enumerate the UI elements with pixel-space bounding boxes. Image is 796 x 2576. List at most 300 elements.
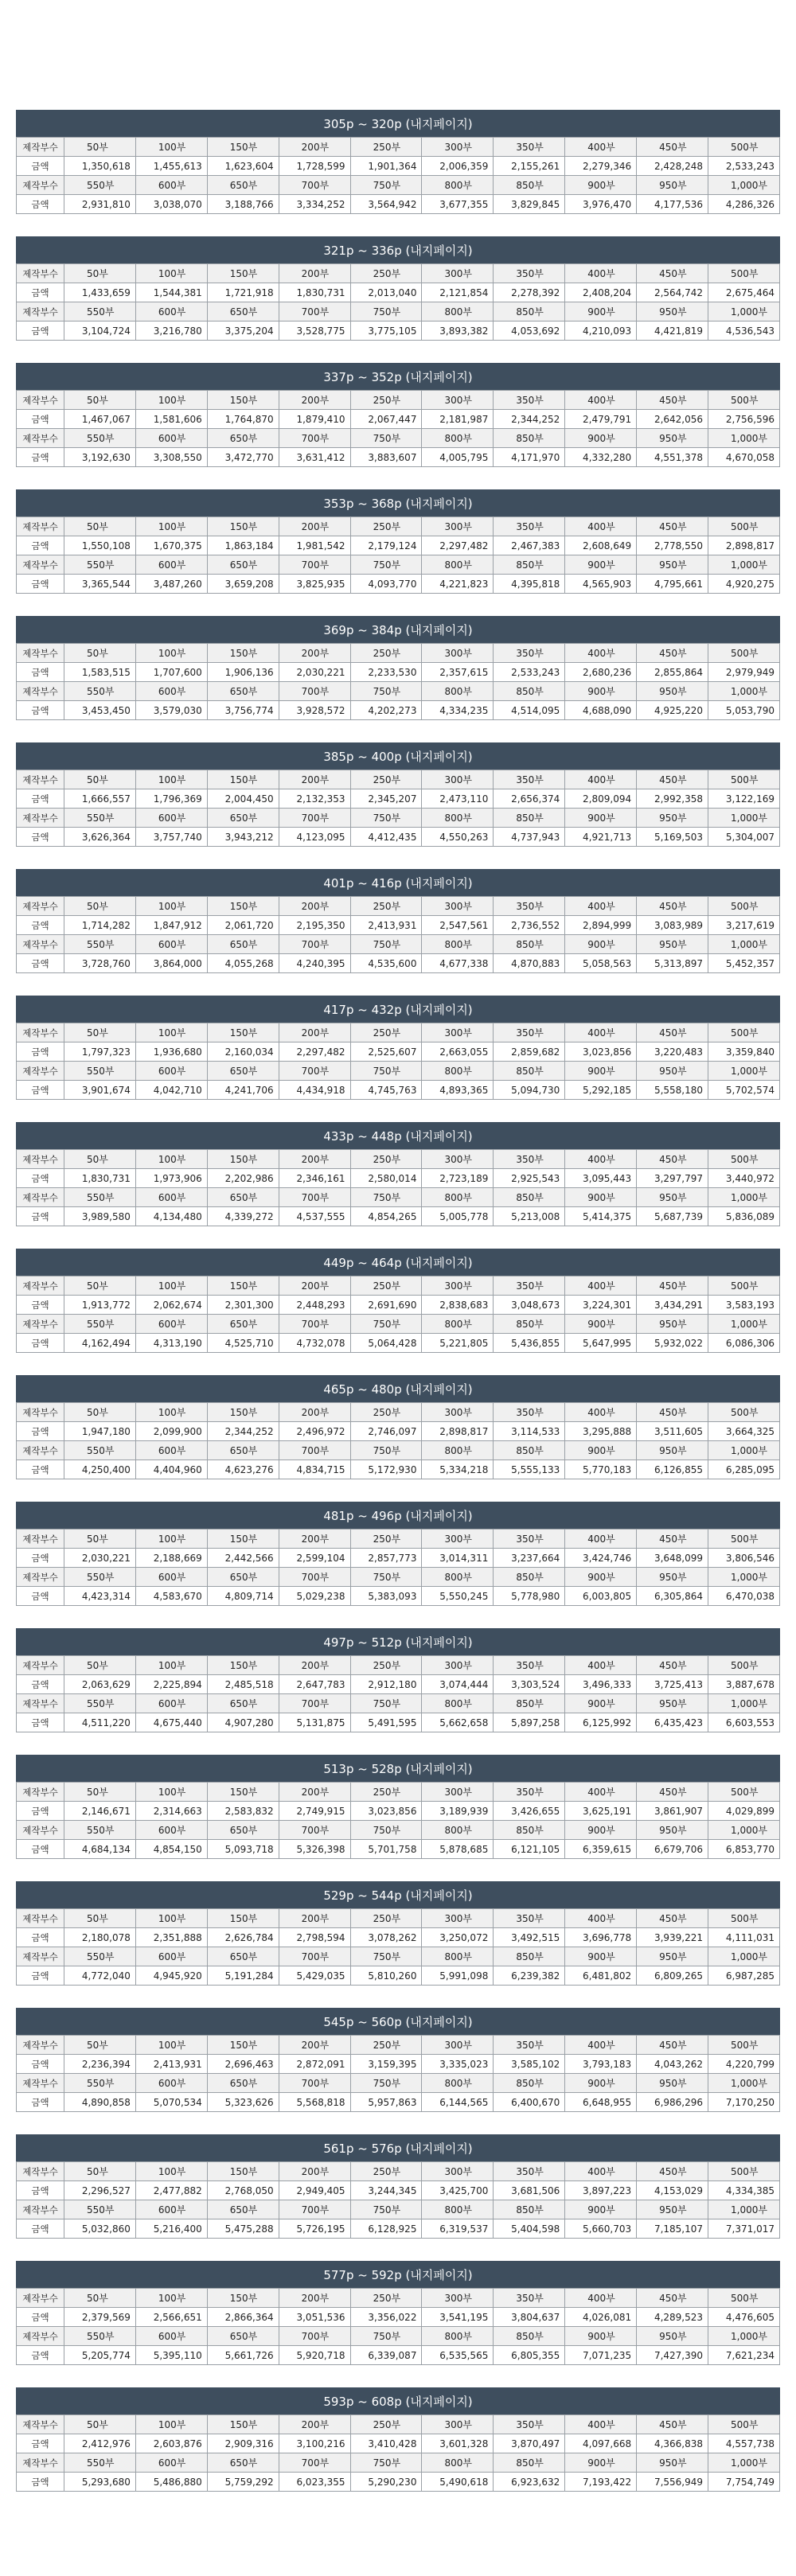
amount-cell: 2,898,817 bbox=[422, 1422, 494, 1441]
qty-row bbox=[17, 2200, 780, 2219]
qty-cell: 250부 bbox=[350, 770, 422, 789]
amount-cell: 2,278,392 bbox=[494, 283, 565, 302]
qty-cell: 50부 bbox=[64, 1150, 136, 1169]
qty-cell: 100부 bbox=[135, 2162, 207, 2181]
qty-cell: 1,000부 bbox=[708, 555, 780, 575]
qty-cell: 300부 bbox=[422, 2289, 494, 2308]
amount-cell: 4,476,605 bbox=[708, 2308, 780, 2327]
qty-label: 제작부수 bbox=[17, 1821, 64, 1840]
qty-cell: 50부 bbox=[64, 517, 136, 536]
qty-cell: 550부 bbox=[64, 1315, 136, 1334]
amount-cell: 2,181,987 bbox=[422, 410, 494, 429]
qty-cell: 100부 bbox=[135, 1276, 207, 1296]
qty-cell: 950부 bbox=[637, 1315, 708, 1334]
amount-cell: 6,648,955 bbox=[565, 2093, 637, 2112]
qty-row bbox=[17, 2415, 780, 2434]
amount-row bbox=[17, 1081, 780, 1100]
amount-cell: 3,583,193 bbox=[708, 1296, 780, 1315]
qty-cell: 350부 bbox=[494, 1150, 565, 1169]
amount-cell: 5,404,598 bbox=[494, 2219, 565, 2239]
qty-cell: 950부 bbox=[637, 555, 708, 575]
amount-cell: 5,094,730 bbox=[494, 1081, 565, 1100]
qty-cell: 400부 bbox=[565, 1656, 637, 1675]
qty-cell: 350부 bbox=[494, 138, 565, 157]
amount-label: 금액 bbox=[17, 954, 64, 973]
amount-row bbox=[17, 954, 780, 973]
qty-cell: 100부 bbox=[135, 391, 207, 410]
amount-row bbox=[17, 283, 780, 302]
qty-label: 제작부수 bbox=[17, 2074, 64, 2093]
amount-cell: 2,642,056 bbox=[637, 410, 708, 429]
amount-row bbox=[17, 157, 780, 176]
qty-cell: 600부 bbox=[135, 176, 207, 195]
qty-label: 제작부수 bbox=[17, 2036, 64, 2055]
amount-cell: 5,213,008 bbox=[494, 1207, 565, 1226]
qty-cell: 750부 bbox=[350, 429, 422, 448]
amount-cell: 3,308,550 bbox=[135, 448, 207, 467]
qty-label: 제작부수 bbox=[17, 2415, 64, 2434]
amount-cell: 3,631,412 bbox=[279, 448, 350, 467]
amount-cell: 2,949,405 bbox=[279, 2181, 350, 2200]
amount-cell: 6,023,355 bbox=[279, 2473, 350, 2492]
qty-cell: 1,000부 bbox=[708, 1694, 780, 1713]
price-section bbox=[16, 869, 780, 992]
amount-cell: 2,857,773 bbox=[350, 1549, 422, 1568]
amount-cell: 3,528,775 bbox=[279, 322, 350, 341]
qty-cell: 1,000부 bbox=[708, 1188, 780, 1207]
amount-cell: 4,772,040 bbox=[64, 1966, 136, 1986]
qty-cell: 400부 bbox=[565, 2036, 637, 2055]
amount-cell: 3,335,023 bbox=[422, 2055, 494, 2074]
qty-label: 제작부수 bbox=[17, 302, 64, 322]
amount-row bbox=[17, 1928, 780, 1947]
qty-cell: 850부 bbox=[494, 935, 565, 954]
amount-row bbox=[17, 2434, 780, 2453]
qty-cell: 900부 bbox=[565, 2453, 637, 2473]
qty-cell: 950부 bbox=[637, 1062, 708, 1081]
amount-cell: 6,809,265 bbox=[637, 1966, 708, 1986]
amount-cell: 6,239,382 bbox=[494, 1966, 565, 1986]
section-title: 305p ~ 320p (내지페이지) bbox=[16, 110, 780, 137]
amount-cell: 1,583,515 bbox=[64, 663, 136, 682]
qty-cell: 700부 bbox=[279, 2327, 350, 2346]
qty-cell: 400부 bbox=[565, 2162, 637, 2181]
amount-cell: 4,210,093 bbox=[565, 322, 637, 341]
amount-cell: 5,701,758 bbox=[350, 1840, 422, 1859]
amount-cell: 2,202,986 bbox=[207, 1169, 279, 1188]
qty-row bbox=[17, 2162, 780, 2181]
amount-cell: 5,897,258 bbox=[494, 1713, 565, 1732]
qty-row bbox=[17, 1403, 780, 1422]
amount-row bbox=[17, 1207, 780, 1226]
qty-label: 제작부수 bbox=[17, 1150, 64, 1169]
amount-cell: 3,725,413 bbox=[637, 1675, 708, 1694]
qty-cell: 150부 bbox=[207, 2415, 279, 2434]
amount-cell: 1,901,364 bbox=[350, 157, 422, 176]
price-section bbox=[16, 2008, 780, 2130]
qty-cell: 350부 bbox=[494, 1276, 565, 1296]
qty-label: 제작부수 bbox=[17, 682, 64, 701]
qty-cell: 750부 bbox=[350, 555, 422, 575]
qty-cell: 650부 bbox=[207, 682, 279, 701]
amount-cell: 1,947,180 bbox=[64, 1422, 136, 1441]
amount-cell: 3,901,674 bbox=[64, 1081, 136, 1100]
qty-cell: 900부 bbox=[565, 2074, 637, 2093]
qty-cell: 350부 bbox=[494, 2415, 565, 2434]
price-table bbox=[16, 770, 780, 847]
qty-cell: 750부 bbox=[350, 1947, 422, 1966]
qty-cell: 50부 bbox=[64, 1403, 136, 1422]
amount-cell: 2,496,972 bbox=[279, 1422, 350, 1441]
qty-cell: 350부 bbox=[494, 1783, 565, 1802]
qty-cell: 1,000부 bbox=[708, 1821, 780, 1840]
qty-cell: 450부 bbox=[637, 1023, 708, 1042]
price-section bbox=[16, 1249, 780, 1371]
amount-cell: 2,608,649 bbox=[565, 536, 637, 555]
amount-cell: 3,793,183 bbox=[565, 2055, 637, 2074]
qty-cell: 750부 bbox=[350, 2453, 422, 2473]
amount-cell: 5,436,855 bbox=[494, 1334, 565, 1353]
amount-cell: 6,319,537 bbox=[422, 2219, 494, 2239]
amount-cell: 7,170,250 bbox=[708, 2093, 780, 2112]
qty-cell: 800부 bbox=[422, 1821, 494, 1840]
amount-cell: 3,188,766 bbox=[207, 195, 279, 214]
amount-cell: 3,696,778 bbox=[565, 1928, 637, 1947]
price-table bbox=[16, 1023, 780, 1100]
qty-cell: 600부 bbox=[135, 1441, 207, 1460]
qty-cell: 300부 bbox=[422, 391, 494, 410]
qty-cell: 850부 bbox=[494, 682, 565, 701]
qty-cell: 1,000부 bbox=[708, 1568, 780, 1587]
qty-cell: 50부 bbox=[64, 2162, 136, 2181]
qty-cell: 600부 bbox=[135, 809, 207, 828]
qty-row bbox=[17, 302, 780, 322]
qty-cell: 950부 bbox=[637, 2074, 708, 2093]
qty-cell: 550부 bbox=[64, 555, 136, 575]
qty-cell: 600부 bbox=[135, 302, 207, 322]
price-section bbox=[16, 363, 780, 485]
amount-cell: 2,344,252 bbox=[494, 410, 565, 429]
amount-cell: 3,426,655 bbox=[494, 1802, 565, 1821]
amount-cell: 4,043,262 bbox=[637, 2055, 708, 2074]
qty-row bbox=[17, 897, 780, 916]
amount-cell: 4,097,668 bbox=[565, 2434, 637, 2453]
qty-row bbox=[17, 2289, 780, 2308]
amount-label: 금액 bbox=[17, 1334, 64, 1353]
amount-cell: 3,104,724 bbox=[64, 322, 136, 341]
amount-cell: 3,492,515 bbox=[494, 1928, 565, 1947]
amount-cell: 5,326,398 bbox=[279, 1840, 350, 1859]
qty-cell: 800부 bbox=[422, 809, 494, 828]
amount-cell: 2,344,252 bbox=[207, 1422, 279, 1441]
qty-label: 제작부수 bbox=[17, 644, 64, 663]
qty-cell: 650부 bbox=[207, 935, 279, 954]
qty-row bbox=[17, 1062, 780, 1081]
amount-cell: 3,051,536 bbox=[279, 2308, 350, 2327]
qty-cell: 850부 bbox=[494, 1947, 565, 1966]
qty-label: 제작부수 bbox=[17, 770, 64, 789]
qty-cell: 650부 bbox=[207, 1947, 279, 1966]
amount-cell: 2,195,350 bbox=[279, 916, 350, 935]
amount-cell: 3,250,072 bbox=[422, 1928, 494, 1947]
qty-label: 제작부수 bbox=[17, 517, 64, 536]
qty-row bbox=[17, 1315, 780, 1334]
amount-cell: 2,188,669 bbox=[135, 1549, 207, 1568]
qty-cell: 400부 bbox=[565, 770, 637, 789]
qty-cell: 850부 bbox=[494, 302, 565, 322]
qty-cell: 950부 bbox=[637, 302, 708, 322]
amount-cell: 4,688,090 bbox=[565, 701, 637, 720]
amount-cell: 4,925,220 bbox=[637, 701, 708, 720]
amount-cell: 4,670,058 bbox=[708, 448, 780, 467]
qty-cell: 650부 bbox=[207, 429, 279, 448]
amount-cell: 2,297,482 bbox=[279, 1042, 350, 1062]
qty-cell: 50부 bbox=[64, 1909, 136, 1928]
amount-cell: 4,221,823 bbox=[422, 575, 494, 594]
qty-cell: 700부 bbox=[279, 1188, 350, 1207]
amount-cell: 2,063,629 bbox=[64, 1675, 136, 1694]
qty-cell: 100부 bbox=[135, 1403, 207, 1422]
qty-cell: 250부 bbox=[350, 1403, 422, 1422]
amount-cell: 3,074,444 bbox=[422, 1675, 494, 1694]
amount-cell: 3,297,797 bbox=[637, 1169, 708, 1188]
section-title: 513p ~ 528p (내지페이지) bbox=[16, 1755, 780, 1782]
qty-cell: 450부 bbox=[637, 517, 708, 536]
amount-cell: 2,656,374 bbox=[494, 789, 565, 809]
qty-cell: 150부 bbox=[207, 517, 279, 536]
price-table bbox=[16, 1529, 780, 1606]
amount-cell: 2,898,817 bbox=[708, 536, 780, 555]
qty-cell: 1,000부 bbox=[708, 2200, 780, 2219]
qty-cell: 200부 bbox=[279, 1909, 350, 1928]
amount-cell: 3,861,907 bbox=[637, 1802, 708, 1821]
amount-cell: 2,533,243 bbox=[708, 157, 780, 176]
qty-cell: 550부 bbox=[64, 429, 136, 448]
qty-cell: 450부 bbox=[637, 1276, 708, 1296]
amount-cell: 3,756,774 bbox=[207, 701, 279, 720]
qty-cell: 150부 bbox=[207, 1909, 279, 1928]
amount-cell: 5,429,035 bbox=[279, 1966, 350, 1986]
amount-cell: 3,541,195 bbox=[422, 2308, 494, 2327]
qty-cell: 800부 bbox=[422, 176, 494, 195]
amount-cell: 4,809,714 bbox=[207, 1587, 279, 1606]
amount-cell: 4,202,273 bbox=[350, 701, 422, 720]
qty-cell: 550부 bbox=[64, 2200, 136, 2219]
qty-cell: 400부 bbox=[565, 2415, 637, 2434]
qty-cell: 1,000부 bbox=[708, 935, 780, 954]
amount-cell: 2,723,189 bbox=[422, 1169, 494, 1188]
qty-cell: 950부 bbox=[637, 1568, 708, 1587]
amount-cell: 2,925,543 bbox=[494, 1169, 565, 1188]
qty-cell: 200부 bbox=[279, 517, 350, 536]
qty-cell: 650부 bbox=[207, 176, 279, 195]
qty-cell: 500부 bbox=[708, 517, 780, 536]
qty-label: 제작부수 bbox=[17, 264, 64, 283]
qty-cell: 850부 bbox=[494, 1568, 565, 1587]
qty-cell: 200부 bbox=[279, 2162, 350, 2181]
qty-cell: 800부 bbox=[422, 302, 494, 322]
qty-row bbox=[17, 138, 780, 157]
price-section bbox=[16, 489, 780, 612]
section-title: 337p ~ 352p (내지페이지) bbox=[16, 363, 780, 390]
qty-cell: 400부 bbox=[565, 1403, 637, 1422]
amount-cell: 4,240,395 bbox=[279, 954, 350, 973]
qty-cell: 50부 bbox=[64, 1656, 136, 1675]
qty-label: 제작부수 bbox=[17, 1568, 64, 1587]
amount-cell: 3,897,223 bbox=[565, 2181, 637, 2200]
amount-cell: 7,185,107 bbox=[637, 2219, 708, 2239]
amount-row bbox=[17, 1675, 780, 1694]
qty-row bbox=[17, 1694, 780, 1713]
qty-cell: 250부 bbox=[350, 1150, 422, 1169]
amount-cell: 5,687,739 bbox=[637, 1207, 708, 1226]
qty-cell: 600부 bbox=[135, 2327, 207, 2346]
amount-cell: 2,030,221 bbox=[279, 663, 350, 682]
section-title: 497p ~ 512p (내지페이지) bbox=[16, 1628, 780, 1655]
amount-cell: 1,906,136 bbox=[207, 663, 279, 682]
qty-label: 제작부수 bbox=[17, 2200, 64, 2219]
amount-cell: 4,153,029 bbox=[637, 2181, 708, 2200]
qty-cell: 650부 bbox=[207, 555, 279, 575]
amount-cell: 2,279,346 bbox=[565, 157, 637, 176]
qty-row bbox=[17, 391, 780, 410]
amount-cell: 3,511,605 bbox=[637, 1422, 708, 1441]
qty-cell: 500부 bbox=[708, 1150, 780, 1169]
qty-cell: 650부 bbox=[207, 2327, 279, 2346]
amount-cell: 4,870,883 bbox=[494, 954, 565, 973]
qty-cell: 50부 bbox=[64, 1276, 136, 1296]
qty-cell: 750부 bbox=[350, 302, 422, 322]
amount-cell: 2,626,784 bbox=[207, 1928, 279, 1947]
amount-cell: 4,551,378 bbox=[637, 448, 708, 467]
amount-cell: 6,359,615 bbox=[565, 1840, 637, 1859]
section-title: 369p ~ 384p (내지페이지) bbox=[16, 616, 780, 643]
qty-cell: 50부 bbox=[64, 264, 136, 283]
qty-cell: 650부 bbox=[207, 2074, 279, 2093]
price-sections bbox=[16, 110, 780, 2514]
amount-cell: 3,496,333 bbox=[565, 1675, 637, 1694]
qty-cell: 400부 bbox=[565, 1909, 637, 1928]
amount-cell: 5,661,726 bbox=[207, 2346, 279, 2365]
amount-label: 금액 bbox=[17, 1296, 64, 1315]
amount-cell: 4,395,818 bbox=[494, 575, 565, 594]
amount-cell: 2,749,915 bbox=[279, 1802, 350, 1821]
qty-cell: 800부 bbox=[422, 1694, 494, 1713]
qty-cell: 550부 bbox=[64, 1568, 136, 1587]
amount-cell: 2,413,931 bbox=[135, 2055, 207, 2074]
qty-cell: 650부 bbox=[207, 1821, 279, 1840]
qty-cell: 250부 bbox=[350, 1023, 422, 1042]
amount-cell: 5,452,357 bbox=[708, 954, 780, 973]
amount-label: 금액 bbox=[17, 322, 64, 341]
amount-cell: 3,757,740 bbox=[135, 828, 207, 847]
qty-cell: 200부 bbox=[279, 1783, 350, 1802]
qty-cell: 600부 bbox=[135, 2200, 207, 2219]
qty-cell: 300부 bbox=[422, 1150, 494, 1169]
qty-cell: 500부 bbox=[708, 2415, 780, 2434]
qty-label: 제작부수 bbox=[17, 935, 64, 954]
amount-cell: 3,224,301 bbox=[565, 1296, 637, 1315]
qty-label: 제작부수 bbox=[17, 1062, 64, 1081]
amount-cell: 5,395,110 bbox=[135, 2346, 207, 2365]
qty-cell: 300부 bbox=[422, 1656, 494, 1675]
amount-cell: 5,957,863 bbox=[350, 2093, 422, 2112]
amount-cell: 4,557,738 bbox=[708, 2434, 780, 2453]
qty-cell: 450부 bbox=[637, 391, 708, 410]
amount-cell: 4,537,555 bbox=[279, 1207, 350, 1226]
amount-cell: 4,684,134 bbox=[64, 1840, 136, 1859]
qty-cell: 400부 bbox=[565, 1783, 637, 1802]
section-title: 385p ~ 400p (내지페이지) bbox=[16, 742, 780, 770]
qty-cell: 100부 bbox=[135, 770, 207, 789]
amount-cell: 2,696,463 bbox=[207, 2055, 279, 2074]
qty-cell: 500부 bbox=[708, 2289, 780, 2308]
qty-cell: 850부 bbox=[494, 2327, 565, 2346]
qty-label: 제작부수 bbox=[17, 2453, 64, 2473]
amount-label: 금액 bbox=[17, 536, 64, 555]
amount-cell: 2,357,615 bbox=[422, 663, 494, 682]
amount-cell: 2,647,783 bbox=[279, 1675, 350, 1694]
amount-cell: 2,992,358 bbox=[637, 789, 708, 809]
amount-cell: 2,428,248 bbox=[637, 157, 708, 176]
qty-cell: 400부 bbox=[565, 138, 637, 157]
amount-cell: 5,568,818 bbox=[279, 2093, 350, 2112]
qty-cell: 550부 bbox=[64, 1188, 136, 1207]
qty-cell: 750부 bbox=[350, 682, 422, 701]
price-section bbox=[16, 110, 780, 232]
qty-label: 제작부수 bbox=[17, 2162, 64, 2181]
qty-cell: 350부 bbox=[494, 1656, 565, 1675]
qty-cell: 450부 bbox=[637, 770, 708, 789]
amount-cell: 7,071,235 bbox=[565, 2346, 637, 2365]
qty-cell: 250부 bbox=[350, 391, 422, 410]
amount-cell: 4,055,268 bbox=[207, 954, 279, 973]
amount-row bbox=[17, 2473, 780, 2492]
amount-cell: 3,659,208 bbox=[207, 575, 279, 594]
section-title: 545p ~ 560p (내지페이지) bbox=[16, 2008, 780, 2035]
amount-cell: 5,550,245 bbox=[422, 1587, 494, 1606]
amount-cell: 4,286,326 bbox=[708, 195, 780, 214]
amount-cell: 3,359,840 bbox=[708, 1042, 780, 1062]
price-table bbox=[16, 1908, 780, 1986]
amount-cell: 5,475,288 bbox=[207, 2219, 279, 2239]
qty-cell: 400부 bbox=[565, 517, 637, 536]
qty-row bbox=[17, 2074, 780, 2093]
qty-cell: 500부 bbox=[708, 138, 780, 157]
amount-cell: 4,111,031 bbox=[708, 1928, 780, 1947]
qty-cell: 300부 bbox=[422, 138, 494, 157]
qty-cell: 300부 bbox=[422, 264, 494, 283]
qty-cell: 400부 bbox=[565, 1276, 637, 1296]
amount-cell: 3,189,939 bbox=[422, 1802, 494, 1821]
amount-row bbox=[17, 410, 780, 429]
amount-cell: 7,754,749 bbox=[708, 2473, 780, 2492]
qty-cell: 200부 bbox=[279, 1150, 350, 1169]
price-section bbox=[16, 1122, 780, 1245]
qty-cell: 500부 bbox=[708, 897, 780, 916]
qty-cell: 750부 bbox=[350, 2327, 422, 2346]
amount-cell: 2,894,999 bbox=[565, 916, 637, 935]
qty-cell: 700부 bbox=[279, 302, 350, 322]
qty-cell: 300부 bbox=[422, 644, 494, 663]
amount-cell: 4,412,435 bbox=[350, 828, 422, 847]
amount-cell: 3,122,169 bbox=[708, 789, 780, 809]
qty-cell: 450부 bbox=[637, 1150, 708, 1169]
amount-cell: 2,931,810 bbox=[64, 195, 136, 214]
qty-cell: 900부 bbox=[565, 1062, 637, 1081]
qty-cell: 650부 bbox=[207, 302, 279, 322]
amount-cell: 2,408,204 bbox=[565, 283, 637, 302]
